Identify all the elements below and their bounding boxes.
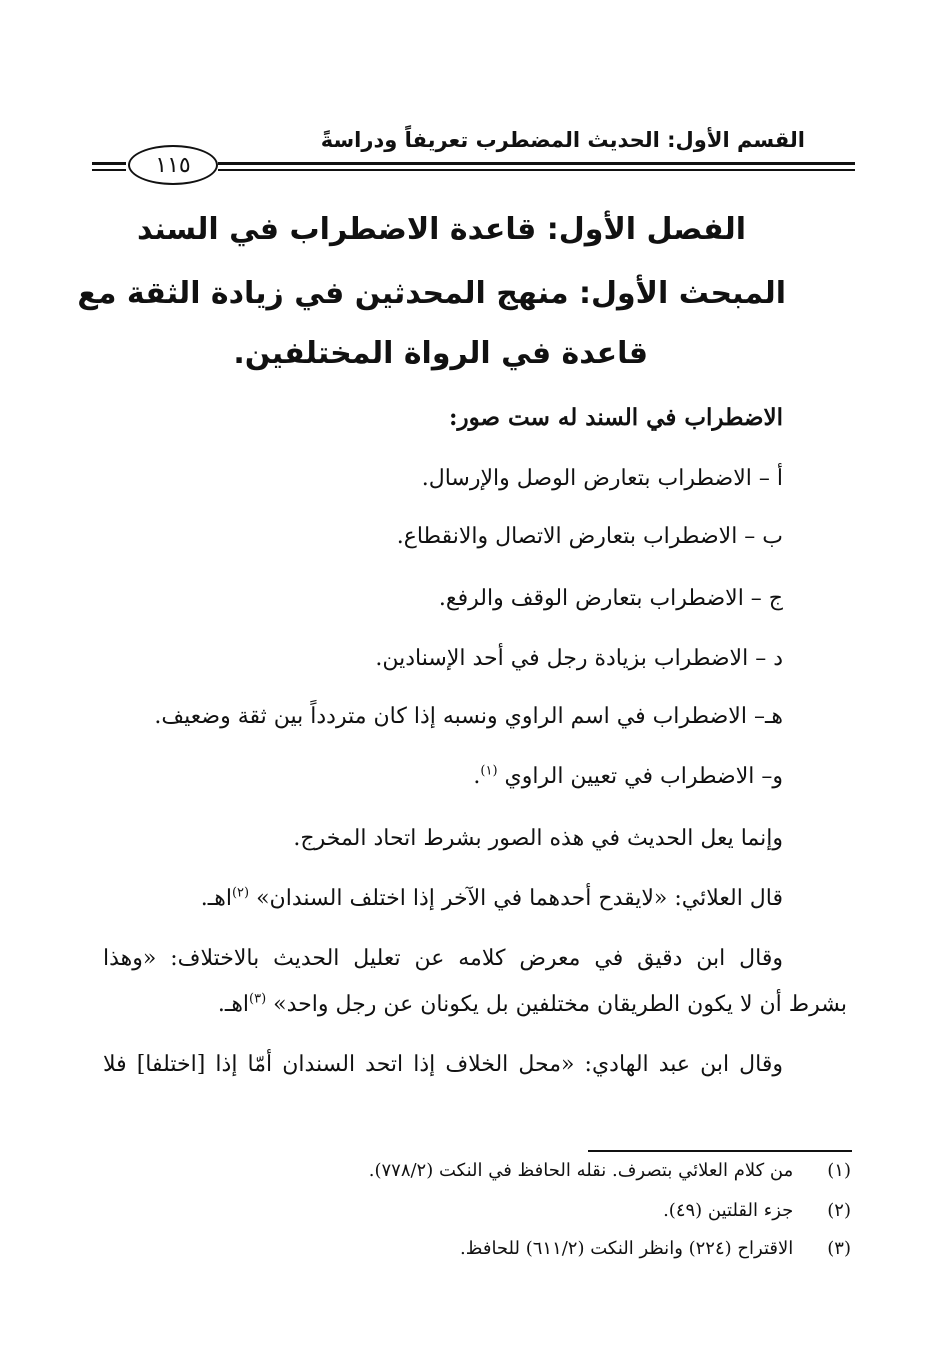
list-item: د – الاضطراب بزيادة رجل في أحد الإسنادين.	[375, 646, 783, 671]
footnote-ref: (٣)	[249, 991, 267, 1007]
footnote	[369, 1160, 851, 1181]
footnote-ref: (١)	[480, 763, 498, 779]
page-number-badge	[128, 145, 218, 185]
footnote-text: من كلام العلائي بتصرف. نقله الحافظ في النكت (٧٧٨/٢).	[368, 1160, 794, 1181]
body-paragraph-line: وقال ابن عبد الهادي: «محل الخلاف إذا اتحد السندان أمّا إذا [اختلفا] فلا	[103, 1052, 783, 1077]
footnote-number: (٣)	[827, 1238, 851, 1259]
list-item-end: .	[473, 764, 481, 789]
quote-text: بشرط أن لا يكون الطريقان مختلفين بل يكونان عن رجل واحد»	[273, 992, 847, 1017]
body-paragraph-line: وقال ابن دقيق في معرض كلامه عن تعليل الحديث بالاختلاف: «وهذا	[103, 946, 783, 971]
intro-line: الاضطراب في السند له ست صور:	[449, 404, 783, 431]
footnote-text: جزء القلتين (٤٩).	[663, 1200, 794, 1221]
header-rule	[218, 169, 855, 171]
footnote	[460, 1238, 851, 1259]
quote-text: قال العلائي: «لايقدح أحدهما في الآخر إذا اختلف السندان»	[256, 886, 783, 911]
footnote-text: الاقتراح (٢٢٤) وانظر النكت (٦١١/٢) للحافظ.	[460, 1238, 794, 1259]
quote-end: اهـ.	[217, 992, 250, 1017]
footnote-separator	[588, 1150, 852, 1152]
footnote-number: (٢)	[827, 1200, 851, 1221]
list-item-text: و– الاضطراب في تعيين الراوي	[504, 764, 783, 789]
chapter-heading: الفصل الأول: قاعدة الاضطراب في السند	[136, 212, 746, 247]
list-item: ج – الاضطراب بتعارض الوقف والرفع.	[438, 586, 783, 611]
list-item: هـ– الاضطراب في اسم الراوي ونسبه إذا كان متردداً بين ثقة وضعيف.	[154, 704, 783, 729]
section-heading-line-2: قاعدة في الرواة المختلفين.	[233, 336, 648, 371]
section-heading-line-1: المبحث الأول: منهج المحدثين في زيادة الثقة مع	[77, 276, 786, 311]
page-number: ١١٥	[155, 152, 191, 178]
body-paragraph-line	[218, 992, 847, 1017]
header-side-dash	[92, 162, 126, 165]
footnote-ref: (٢)	[231, 885, 250, 901]
body-paragraph: وإنما يعل الحديث في هذه الصور بشرط اتحاد المخرج.	[293, 826, 783, 851]
list-item: ب – الاضطراب بتعارض الاتصال والانقطاع.	[396, 524, 783, 549]
header-rule	[218, 162, 855, 165]
quote-end: اهـ.	[200, 886, 232, 911]
footnote-number: (١)	[827, 1160, 851, 1181]
body-paragraph	[201, 886, 783, 911]
footnote	[663, 1200, 851, 1221]
list-item: أ – الاضطراب بتعارض الوصل والإرسال.	[421, 466, 783, 491]
header-side-dash	[92, 169, 126, 171]
list-item	[473, 764, 783, 789]
running-header-title: القسم الأول: الحديث المضطرب تعريفاً ودراسةً	[320, 128, 805, 152]
